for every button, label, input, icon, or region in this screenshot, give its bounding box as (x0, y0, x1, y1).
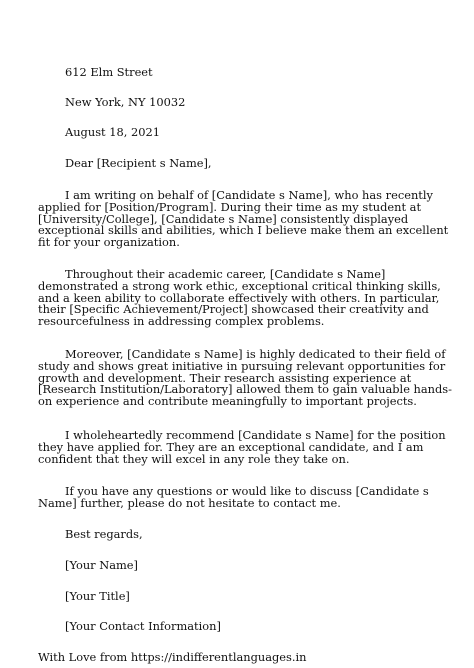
body-paragraph-4: I wholeheartedly recommend [Candidate s Name] for the position they have applied for. They are an exceptional candidate, and I am confident that they will excel in any role they take on. (38, 428, 446, 466)
signature-name: [Your Name] (65, 558, 138, 572)
letter-date: August 18, 2021 (65, 125, 160, 139)
body-paragraph-1: I am writing on behalf of [Candidate s Name], who has recently applied for [Position/Program]. During their time as my student at [University/College], [Candidate s Name] consistently displayed exceptional skills and abilities, which I believe make them an excellent fit for your organization. (38, 188, 449, 250)
address-line-1: 612 Elm Street (65, 65, 153, 79)
footer-credit: With Love from https://indifferentlanguages.in (38, 650, 307, 664)
closing: Best regards, (65, 527, 143, 541)
signature-contact: [Your Contact Information] (65, 619, 221, 633)
body-paragraph-2: Throughout their academic career, [Candidate s Name] demonstrated a strong work ethic, exceptional critical thinking skills, and a keen ability to collaborate effectively with others. In particular, their [Specific Achievement/Project] showcased their creativity and resourcefulness in addressing complex problems. (38, 267, 441, 329)
body-paragraph-5: If you have any questions or would like to discuss [Candidate s Name] further, please do not hesitate to contact me. (38, 484, 429, 510)
address-line-2: New York, NY 10032 (65, 95, 186, 109)
body-paragraph-3: Moreover, [Candidate s Name] is highly dedicated to their field of study and shows great initiative in pursuing relevant opportunities for growth and development. Their research assisting experience at [Research Institution/Laboratory] allowed them to gain valuable hands-on experience and contribute meaningfully to important projects. (38, 347, 453, 409)
salutation: Dear [Recipient s Name], (65, 156, 212, 170)
signature-title: [Your Title] (65, 589, 130, 603)
